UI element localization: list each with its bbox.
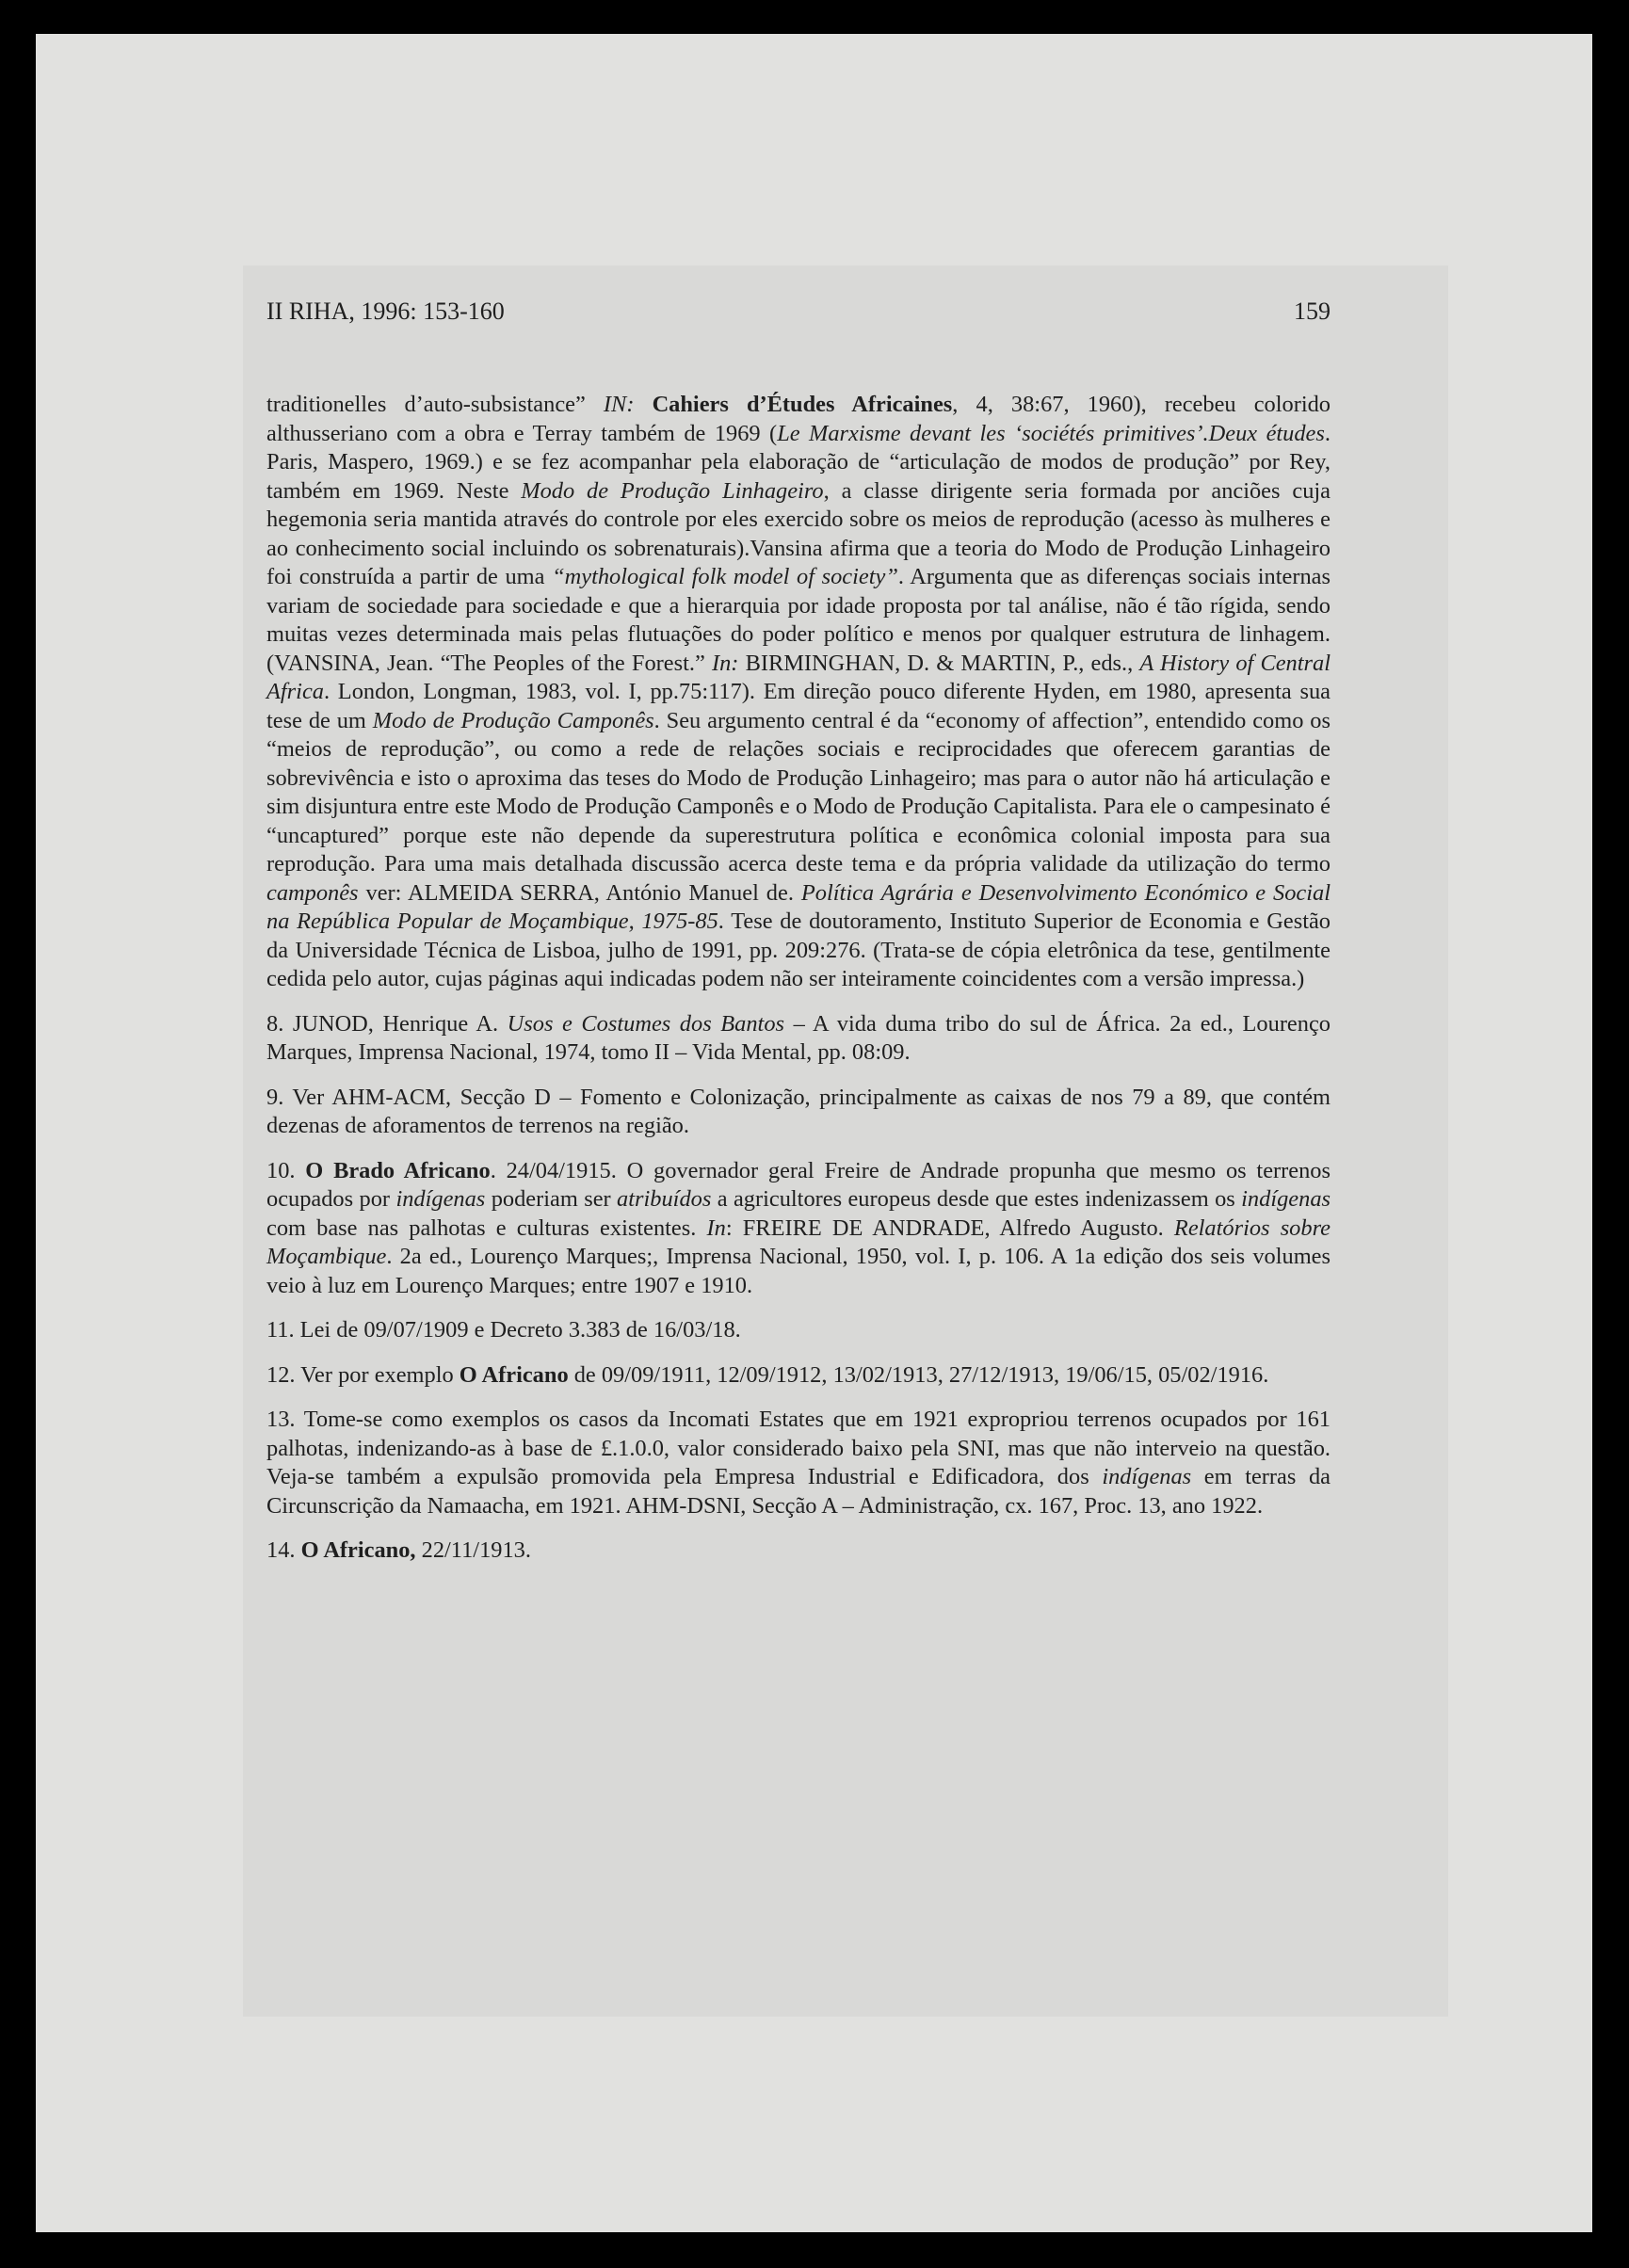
text-run: 10. [266,1157,306,1183]
text-run: 13. Tome-se como exemplos os casos da Incomati Estates que em 1921 expropriou terrenos ocupados por 161 palhotas, indenizando-as à base de £.1.0.0, valor considerado baixo pela SNI, mas que não interveio na questão. Veja-se também a expulsão promovida pela Empresa Industrial e Edificadora, dos [266,1407,1331,1489]
italic-text: Relatórios sobre Moçambique [266,1214,1331,1269]
page-number: 159 [1294,298,1331,325]
footnote [266,1536,1331,1566]
text-run: . 2a ed., Lourenço Marques;, Imprensa Nacional, 1950, vol. I, p. 106. A 1a edição dos seis volumes veio à luz em Lourenço Marques; entre 1907 e 1910. [266,1244,1331,1298]
text-run: . 24/04/1915. O governador geral Freire de Andrade propunha que mesmo os terrenos ocupados por [266,1157,1331,1212]
italic-text: Modo de Produção Linhageiro [521,477,824,504]
footnote [266,1010,1331,1068]
italic-text: Usos e Costumes dos Bantos [507,1010,785,1037]
text-run: traditionelles d’auto-subsistance” [266,392,604,417]
bold-text: O Africano [459,1361,569,1388]
text-run: 9. Ver AHM-ACM, Secção D – Fomento e Colonização, principalmente as caixas de nos 79 a 89, que contém dezenas de aforamentos de terrenos na região. [266,1084,1331,1138]
italic-text: Política Agrária e Desenvolvimento Económico e Social na República Popular de Moçambique, 1975-85 [266,879,1331,934]
italic-text: atribuídos [617,1186,712,1212]
italic-text: “mythological folk model of society” [552,564,898,589]
running-title: II RIHA, 1996: 153-160 [266,298,505,325]
bold-text: O Brado Africano [305,1157,491,1183]
text-run: 14. [266,1537,301,1563]
text-run: ver: ALMEIDA SERRA, António Manuel de. [358,879,801,906]
italic-text: indígenas [1102,1464,1192,1489]
text-run: . Argumenta que as diferenças sociais internas variam de sociedade para sociedade e que a hierarquia por idade proposta por tal análise, não é tão rígida, sendo muitas vezes determinada mais pelas flutuações do poder político e menos por qualquer estrutura de linhagem. (VANSINA, Jean. “The Peoples of the Forest.” [266,564,1331,676]
italic-text: IN: [603,392,635,417]
text-run: : FREIRE DE ANDRADE, Alfredo Augusto. [725,1214,1174,1241]
italic-text: indígenas [395,1186,486,1212]
bold-text: Cahiers d’Études Africaines [652,392,953,417]
italic-text: Le Marxisme devant les ‘sociétés primitives’.Deux études [777,420,1325,446]
text-run: , 4, 38:67, 1960), recebeu colorido althusseriano com a obra e Terray também de 1969 ( [266,392,1331,446]
footnote [266,1084,1331,1141]
text-run: . Seu argumento central é da “economy of affection”, entendido como os “meios de reprodução”, ou como a rede de relações sociais e reciprocidades que oferecem garantias de sobrevivência e isto o aproxima das teses do Modo de Produção Linhageiro; mas para o autor não há articulação e sim disjuntura entre este Modo de Produção Camponês e o Modo de Produção Capitalista. Para ele o campesinato é “uncaptured” porque este não depende da superestrutura política e econômica colonial imposta para sua reprodução. Para uma mais detalhada discussão acerca deste tema e da própria validade da utilização do termo [266,707,1331,877]
footnote [266,391,1331,994]
footnote [266,1316,1331,1345]
italic-text: Modo de Produção Camponês [372,707,654,733]
italic-text: camponês [266,879,359,906]
text-run: – A vida duma tribo do sul de África. 2a ed., Lourenço Marques, Imprensa Nacional, 1974, tomo II – Vida Mental, pp. 08:09. [266,1010,1331,1065]
text-run: de 09/09/1911, 12/09/1912, 13/02/1913, 27/12/1913, 19/06/15, 05/02/1916. [568,1361,1269,1388]
bold-text: O Africano, [300,1537,416,1563]
footnote [266,1406,1331,1520]
italic-text: A History of Central Africa [266,650,1331,704]
running-header [266,297,1331,327]
text-run: , a classe dirigente seria formada por anciões cuja hegemonia seria mantida através do controle por eles exercido sobre os meios de reprodução (acesso às mulheres e ao conhecimento social incluindo os sobrenaturais).Vansina afirma que a teoria do Modo de Produção Linhageiro foi construída a partir de uma [266,477,1331,589]
text-run: poderiam ser [485,1186,618,1212]
text-run: 12. Ver por exemplo [266,1361,460,1388]
text-run: com base nas palhotas e culturas existentes. [266,1214,707,1241]
text-run: . Paris, Maspero, 1969.) e se fez acompanhar pela elaboração de “articulação de modos de produção” por Rey, também em 1969. Neste [266,420,1331,504]
text-run: 22/11/1913. [415,1537,531,1563]
italic-text: In: [711,650,739,676]
text-run [634,392,652,417]
text-run: BIRMINGHAN, D. & MARTIN, P., eds., [738,650,1140,676]
text-run: em terras da Circunscrição da Namaacha, em 1921. AHM-DSNI, Secção A – Administração, cx. 167, Proc. 13, ano 1922. [266,1464,1331,1519]
footnotes [266,391,1331,1566]
text-run: a agricultores europeus desde que estes indenizassem os [711,1186,1242,1212]
italic-text: indígenas [1241,1186,1331,1212]
footnote [266,1361,1331,1391]
text-run: . London, Longman, 1983, vol. I, pp.75:117). Em direção pouco diferente Hyden, em 1980, apresenta sua tese de um [266,679,1331,733]
italic-text: In [706,1214,726,1241]
document-content [266,297,1331,1582]
footnote [266,1157,1331,1301]
text-run: 8. JUNOD, Henrique A. [266,1010,508,1037]
text-run: . Tese de doutoramento, Instituto Superior de Economia e Gestão da Universidade Técnica de Lisboa, julho de 1991, pp. 209:276. (Trata-se de cópia eletrônica da tese, gentilmente cedida pelo autor, cujas páginas aqui indicadas podem não ser inteiramente coincidentes com a versão impressa.) [266,909,1331,991]
text-run: 11. Lei de 09/07/1909 e Decreto 3.383 de 16/03/18. [266,1317,741,1343]
